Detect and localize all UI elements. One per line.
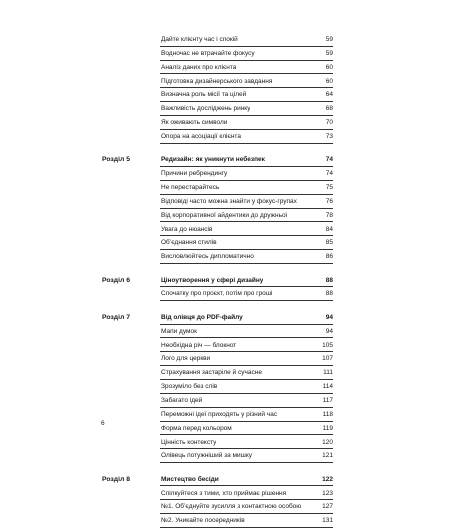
toc-entry — [160, 223, 333, 237]
entry-title: Об’єднання стилів — [161, 239, 217, 247]
entry-page-number: 111 — [323, 369, 333, 377]
entry-title: Спілкуйтеся з тими, хто приймає рішення — [161, 489, 287, 497]
entry-title: Зрозуміло без слів — [161, 383, 218, 391]
entry-page-number: 70 — [325, 119, 333, 127]
entry-title: Важливість досліджень ринку — [161, 105, 251, 113]
entry-page-number: 94 — [325, 327, 333, 335]
toc-entry — [160, 449, 333, 463]
toc-entry — [160, 514, 333, 528]
entry-title: Переможні ідеї приходять у різний час — [161, 410, 278, 418]
toc-entry — [160, 47, 333, 61]
entry-page-number: 68 — [325, 105, 333, 113]
entry-page-number: 74 — [325, 170, 333, 178]
entry-page-number: 107 — [322, 355, 333, 363]
toc-entry — [160, 75, 333, 89]
entry-page-number: 88 — [325, 290, 333, 298]
toc-entry — [160, 287, 333, 301]
entry-page-number: 75 — [325, 184, 333, 191]
entry-title: Форма перед кольором — [161, 424, 232, 432]
toc-entry — [160, 500, 333, 514]
entry-page-number: 119 — [322, 424, 333, 432]
section-title: Мистецтво бесіди — [161, 475, 219, 483]
entry-page-number: 85 — [325, 239, 333, 247]
section-heading-entry — [160, 473, 333, 487]
entry-title: Спочатку про проєкт, потім про гроші — [161, 290, 273, 298]
section-label: Розділ 8 — [102, 475, 130, 483]
toc-entry — [160, 102, 333, 116]
toc-entry — [160, 250, 333, 264]
entry-page-number: 59 — [325, 36, 333, 43]
entry-page-number: 117 — [322, 396, 333, 404]
toc-entry — [160, 436, 333, 450]
entry-page-number: 74 — [325, 156, 333, 164]
entry-title: Забагато ідей — [161, 396, 203, 404]
toc-entry — [160, 236, 333, 250]
entry-title: Лого для церкви — [161, 355, 211, 363]
entry-page-number: 60 — [325, 77, 333, 85]
entry-title: Від корпоративної айдентики до дружньої — [161, 211, 288, 219]
entry-page-number: 64 — [325, 91, 333, 99]
entry-page-number: 86 — [325, 253, 333, 261]
section-heading-entry — [160, 274, 333, 288]
entry-title: Необхідна річ — блокнот — [161, 341, 237, 349]
entry-title: Дайте клієнту час і спокій — [161, 36, 238, 43]
entry-page-number: 59 — [325, 49, 333, 57]
section-title: Від олівця до PDF-файлу — [161, 313, 243, 321]
entry-title: №1. Об’єднуйте зусилля з контактною особою — [161, 503, 302, 511]
toc-entry — [160, 366, 333, 380]
entry-title: Цінність контексту — [161, 438, 217, 446]
section-label: Розділ 7 — [102, 313, 130, 321]
toc-entry — [160, 394, 333, 408]
entry-title: №2. Уникайте посередників — [161, 517, 245, 525]
entry-page-number: 94 — [325, 313, 333, 321]
entry-title: Підготовка дизайнерського завдання — [161, 77, 273, 85]
section-label: Розділ 5 — [102, 156, 130, 164]
entry-page-number: 123 — [322, 489, 333, 497]
toc-entry — [160, 88, 333, 102]
entry-page-number: 122 — [322, 475, 333, 483]
toc-entry — [160, 167, 333, 181]
toc-entry — [160, 116, 333, 130]
entry-title: Висловлюйтесь дипломатично — [161, 253, 254, 261]
entry-title: Визначна роль місії та цілей — [161, 91, 247, 99]
entry-page-number: 84 — [325, 225, 333, 233]
entry-page-number: 76 — [325, 197, 333, 205]
entry-page-number: 121 — [322, 452, 333, 460]
section-heading-entry — [160, 311, 333, 325]
entry-page-number: 131 — [322, 517, 333, 525]
entry-title: Опора на асоціації клієнта — [161, 132, 241, 140]
toc-entry — [160, 422, 333, 436]
toc-entry — [160, 130, 333, 144]
entry-title: Аналіз даних про клієнта — [161, 63, 237, 71]
entry-page-number: 127 — [322, 503, 333, 511]
entry-page-number: 105 — [322, 341, 333, 349]
toc-entry — [160, 61, 333, 75]
toc-entry — [160, 352, 333, 366]
section-title: Ціноутворення у сфері дизайну — [161, 276, 264, 284]
toc-entry — [160, 380, 333, 394]
entry-page-number: 60 — [325, 63, 333, 71]
entry-title: Водночас не втрачайте фокусу — [161, 49, 255, 57]
toc-entry — [160, 195, 333, 209]
entry-title: Відповіді часто можна знайти у фокус-групах — [161, 197, 297, 205]
entry-page-number: 73 — [325, 132, 333, 140]
section-title: Редизайн: як уникнути небезпек — [161, 156, 265, 164]
entry-title: Не перестарайтесь — [161, 184, 220, 191]
entry-title: Причини ребрендингу — [161, 170, 228, 178]
entry-title: Як оживають символи — [161, 119, 228, 127]
entry-page-number: 120 — [322, 438, 333, 446]
entry-title: Увага до нюансів — [161, 225, 213, 233]
entry-page-number: 118 — [322, 410, 333, 418]
toc-entry — [160, 487, 333, 501]
toc-entry — [160, 209, 333, 223]
toc-entry — [160, 33, 333, 47]
entry-title: Мапи думок — [161, 327, 197, 335]
toc-entry — [160, 181, 333, 195]
entry-page-number: 88 — [325, 276, 333, 284]
entry-page-number: 114 — [322, 383, 333, 391]
toc-entry — [160, 339, 333, 353]
section-heading-entry — [160, 153, 333, 167]
entry-title: Олівець потужніший за мишку — [161, 452, 253, 460]
toc-entry — [160, 408, 333, 422]
page-number: 6 — [101, 420, 105, 427]
toc-entry — [160, 325, 333, 339]
entry-page-number: 78 — [325, 211, 333, 219]
section-label: Розділ 6 — [102, 276, 130, 284]
entry-title: Страхування застаріле й сучасне — [161, 369, 262, 377]
